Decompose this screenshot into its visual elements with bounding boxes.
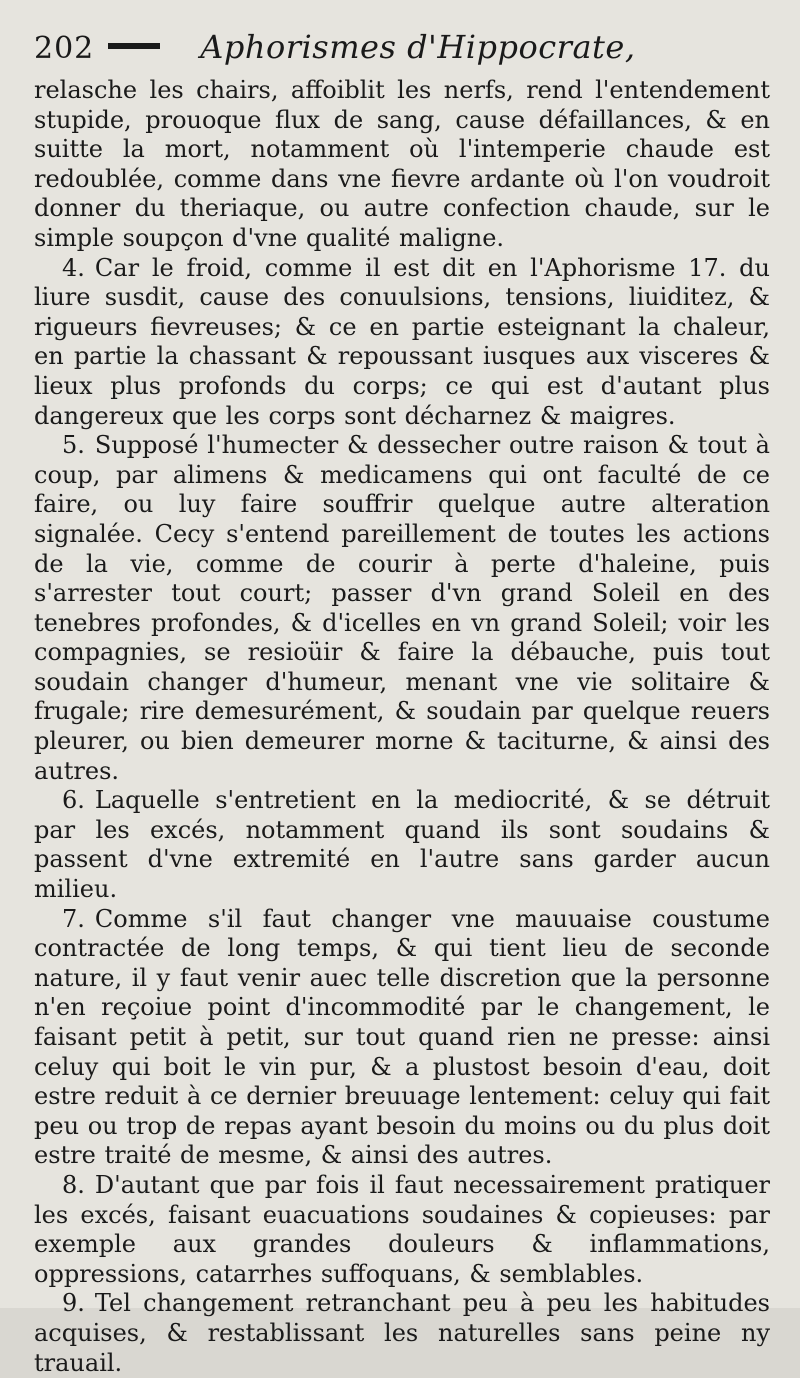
paragraph-5 [34,431,770,786]
running-title: Aphorismes d'Hippocrate, [200,28,636,66]
paragraph-text: relasche les chairs, affoiblit les nerfs, rend l'entendement stupide, prouoque flux de sang, cause défaillances, & en suitte la mort, notamment où l'intemperie chaude est redoublée, comme dans vne fievre ardante où l'on voudroit donner du theriaque, ou autre confection chaude, sur le simple soupçon d'vne qualité maligne. [34,76,770,252]
paragraph-number: 6. [62,786,85,815]
page-header [34,28,770,76]
paragraph-continuation [34,76,770,254]
header-rule [108,43,160,49]
paragraph-6 [34,786,770,904]
paragraph-text: Supposé l'humecter & dessecher outre raison & tout à coup, par alimens & medicamens qui ont faculté de ce faire, ou luy faire souffrir quelque autre alteration signalée. Cecy s'entend pareillement de toutes les actions de la vie, comme de courir à perte d'haleine, puis s'arrester tout court; passer d'vn grand Soleil en des tenebres profondes, & d'icelles en vn grand Soleil; voir les compagnies, se resioüir & faire la débauche, puis tout soudain changer d'humeur, menant vne vie solitaire & frugale; rire demesurément, & soudain par quelque reuers pleurer, ou bien demeurer morne & taciturne, & ainsi des autres. [34,431,770,785]
paragraph-4 [34,254,770,432]
paragraph-number: 4. [62,253,85,282]
paragraph-7 [34,905,770,1171]
paragraph-text: Tel changement retranchant peu à peu les habitudes acquises, & restablissant les naturelles sans peine ny trauail. [34,1289,770,1377]
paragraph-text: D'autant que par fois il faut necessairement pratiquer les excés, faisant euacuations soudaines & copieuses: par exemple aux grandes douleurs & inflammations, oppressions, catarrhes suffoquans, & semblables. [34,1170,770,1288]
paragraph-text: Laquelle s'entretient en la mediocrité, & se détruit par les excés, notamment quand ils sont soudains & passent d'vne extremité en l'autre sans garder aucun milieu. [34,786,770,904]
body-text [34,76,770,1378]
paragraph-number: 9. [62,1289,85,1318]
paragraph-9 [34,1289,770,1378]
paragraph-8 [34,1171,770,1289]
paragraph-number: 8. [62,1170,85,1199]
paragraph-text: Comme s'il faut changer vne mauuaise coustume contractée de long temps, & qui tient lieu de seconde nature, il y faut venir auec telle discretion que la personne n'en reçoiue point d'incommodité par le changement, le faisant petit à petit, sur tout quand rien ne presse: ainsi celuy qui boit le vin pur, & a plustost besoin d'eau, doit estre reduit à ce dernier breuuage lentement: celuy qui fait peu ou trop de repas ayant besoin du moins ou du plus doit estre traité de mesme, & ainsi des autres. [34,904,770,1170]
paragraph-text: Car le froid, comme il est dit en l'Aphorisme 17. du liure susdit, cause des conuulsions, tensions, liuiditez, & rigueurs fievreuses; & ce en partie esteignant la chaleur, en partie la chassant & repoussant iusques aux visceres & lieux plus profonds du corps; ce qui est d'autant plus dangereux que les corps sont décharnez & maigres. [34,253,770,430]
paragraph-number: 5. [62,431,85,460]
paragraph-number: 7. [62,904,85,933]
page-number: 202 [34,31,95,66]
